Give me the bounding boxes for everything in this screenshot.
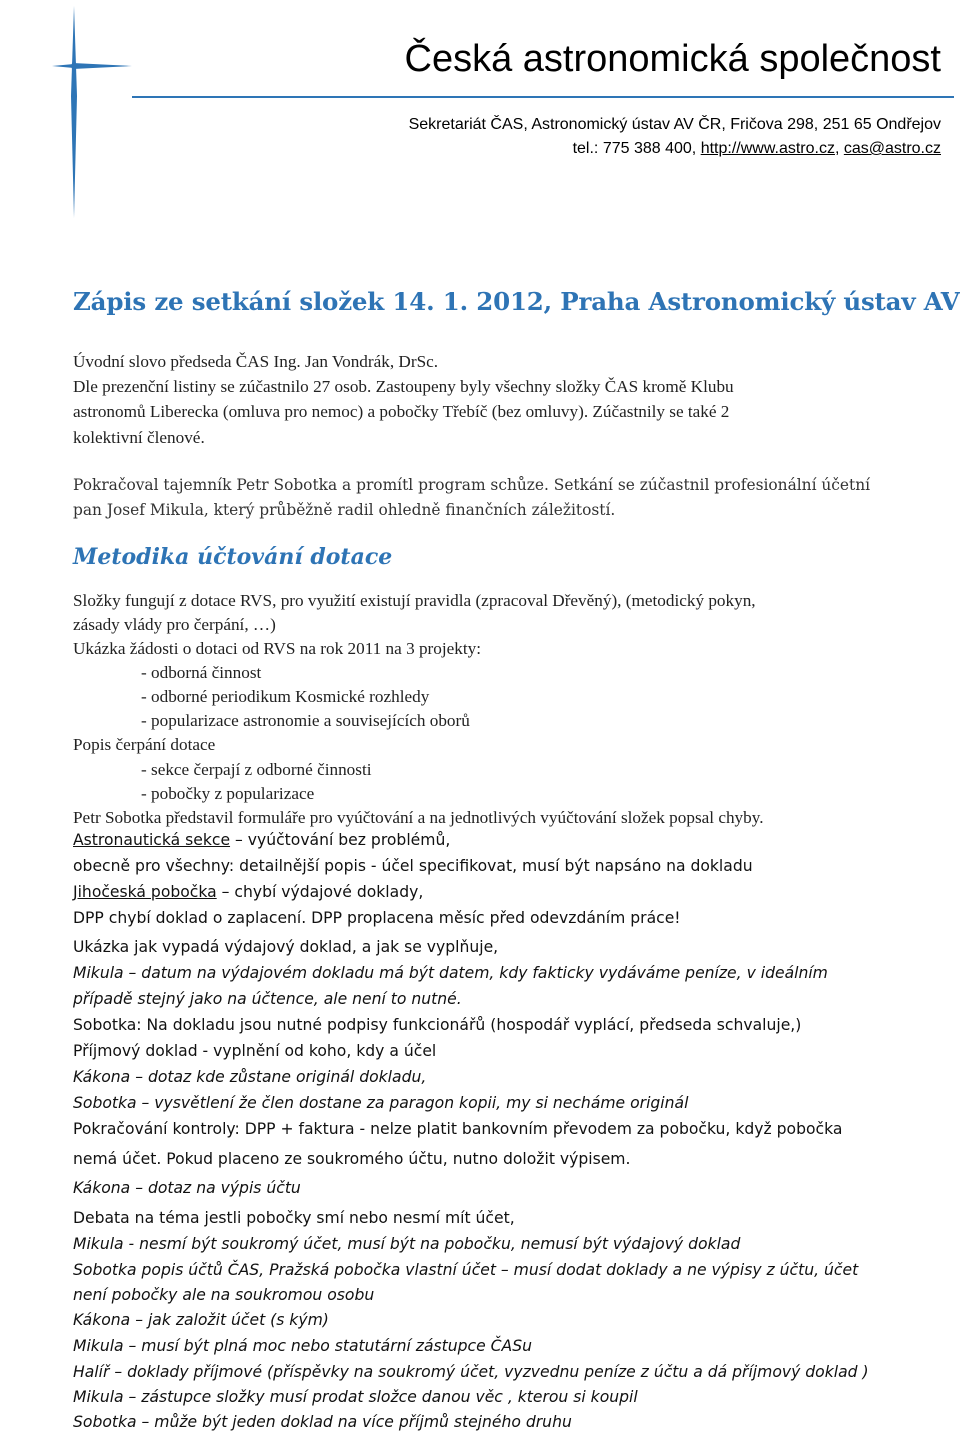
note-line: Halíř – doklady příjmové (příspěvky na soukromý účet, vyzvednu peníze z účtu a dá příjmový doklad ) (73, 1363, 869, 1381)
note-line: nemá účet. Pokud placeno ze soukromého účtu, nutno doložit výpisem. (73, 1150, 631, 1168)
note-line: Kákona – dotaz kde zůstane originál dokladu, (73, 1068, 427, 1086)
note-line: Mikula – zástupce složky musí prodat složce danou věc , kterou si koupil (73, 1388, 638, 1406)
method-bullet: - pobočky z popularizace (141, 784, 315, 803)
method-bullet: - odborné periodikum Kosmické rozhledy (141, 687, 430, 706)
note-line: Sobotka: Na dokladu jsou nutné podpisy funkcionářů (hospodář vyplácí, předseda schvaluje,) (73, 1016, 802, 1034)
astro-section-label: Astronautická sekce (73, 831, 231, 849)
header-contact (573, 140, 941, 158)
method-line: zásady vlády pro čerpání, …) (73, 615, 276, 634)
note-line: Kákona – dotaz na výpis účtu (73, 1179, 301, 1197)
note-line: není pobočky ale na soukromou osobu (73, 1286, 375, 1304)
note-line: obecně pro všechny: detailnější popis - účel specifikovat, musí být napsáno na dokladu (73, 857, 753, 875)
method-line: Petr Sobotka představil formuláře pro vyúčtování a na jednotlivých vyúčtování složek popsal chyby. (73, 808, 764, 827)
method-bullet: - popularizace astronomie a souvisejících oborů (141, 711, 470, 730)
note-line: Kákona – jak založit účet (s kým) (73, 1311, 329, 1329)
note-line: Sobotka – vysvětlení že člen dostane za paragon kopii, my si necháme originál (73, 1094, 689, 1112)
header-phone: tel.: 775 388 400, (572, 140, 701, 157)
note-line: Pokračování kontroly: DPP + faktura - nelze platit bankovním převodem za pobočku, když pobočka (73, 1120, 843, 1138)
south-bohemia-label: Jihočeská pobočka (73, 883, 217, 901)
cas-logo-icon (52, 6, 132, 218)
note-line: Příjmový doklad - vyplnění od koho, kdy a účel (73, 1042, 437, 1060)
note-line (73, 885, 423, 901)
note-line: DPP chybí doklad o zaplacení. DPP proplacena měsíc před odevzdáním práce! (73, 909, 681, 927)
note-line: Sobotka – může být jeden doklad na více příjmů stejného druhu (73, 1413, 572, 1431)
intro-line: Pokračoval tajemník Petr Sobotka a promítl program schůze. Setkání se zúčastnil profesionální účetní (73, 476, 871, 494)
note-line: Ukázka jak vypadá výdajový doklad, a jak se vyplňuje, (73, 938, 499, 956)
intro-line: kolektivní členové. (73, 428, 205, 447)
intro-line: Úvodní slovo předseda ČAS Ing. Jan Vondrák, DrSc. (73, 352, 439, 371)
note-line: Sobotka popis účtů ČAS, Pražská pobočka vlastní účet – musí dodat doklady a ne výpisy z účtu, účet (73, 1261, 859, 1279)
note-line: Mikula – musí být plná moc nebo statutární zástupce ČASu (73, 1337, 533, 1355)
method-line: Ukázka žádosti o dotaci od RVS na rok 2011 na 3 projekty: (73, 639, 482, 658)
contact-separator: , (834, 140, 844, 157)
document-title: Zápis ze setkání složek 14. 1. 2012, Praha Astronomický ústav AV (73, 287, 960, 316)
note-line: případě stejný jako na účtence, ale není to nutné. (73, 990, 462, 1008)
section-heading: Metodika účtování dotace (73, 544, 393, 570)
website-link[interactable]: http://www.astro.cz (700, 140, 835, 157)
email-link[interactable]: cas@astro.cz (843, 140, 941, 157)
note-line: Mikula - nesmí být soukromý účet, musí být na pobočku, nemusí být výdajový doklad (73, 1235, 741, 1253)
method-line: Složky fungují z dotace RVS, pro využití existují pravidla (zpracoval Dřevěný), (metodický pokyn, (73, 591, 756, 610)
note-text: – chybí výdajové doklady, (216, 883, 424, 901)
method-line: Popis čerpání dotace (73, 735, 216, 754)
note-line (73, 833, 450, 849)
intro-line: astronomů Liberecka (omluva pro nemoc) a pobočky Třebíč (bez omluvy). Zúčastnily se také 2 (73, 402, 730, 421)
intro-line: pan Josef Mikula, který průběžně radil ohledně finančních záležitostí. (73, 501, 616, 519)
method-bullet: - odborná činnost (141, 663, 262, 682)
note-line: Debata na téma jestli pobočky smí nebo nesmí mít účet, (73, 1209, 515, 1227)
header-address: Sekretariát ČAS, Astronomický ústav AV ČR, Fričova 298, 251 65 Ondřejov (408, 116, 941, 133)
organization-name: Česká astronomická společnost (404, 38, 941, 80)
intro-line: Dle prezenční listiny se zúčastnilo 27 osob. Zastoupeny byly všechny složky ČAS kromě Klubu (73, 377, 734, 396)
header-divider (132, 96, 954, 98)
note-line: Mikula – datum na výdajovém dokladu má být datem, kdy fakticky vydáváme peníze, v ideálním (73, 964, 828, 982)
method-bullet: - sekce čerpají z odborné činnosti (141, 760, 372, 779)
note-text: – vyúčtování bez problémů, (230, 831, 451, 849)
